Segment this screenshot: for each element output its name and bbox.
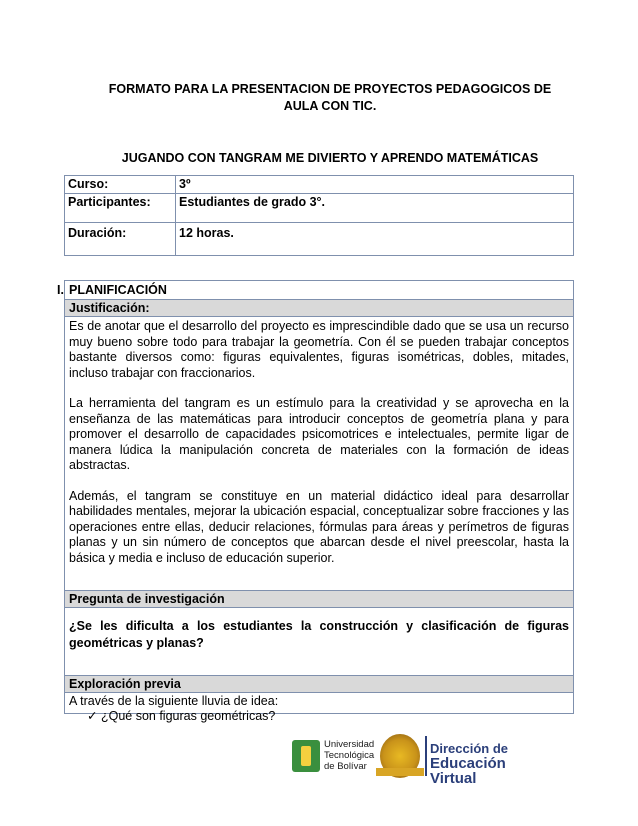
- utb-logo-text: [324, 739, 374, 772]
- exploracion-label: Exploración previa: [65, 675, 573, 693]
- justificacion-label: Justificación:: [65, 299, 573, 317]
- utb-line3: de Bolívar: [324, 761, 367, 772]
- exploracion-item-1: ¿Qué son figuras geométricas?: [100, 709, 276, 723]
- planificacion-heading: PLANIFICACIÓN: [69, 283, 167, 297]
- document-title: [60, 81, 600, 115]
- pregunta-label: Pregunta de investigación: [65, 590, 573, 608]
- logo-divider: [425, 736, 427, 776]
- justificacion-paragraph-2: La herramienta del tangram es un estímulo para la creatividad y se aprovecha en la enseñanza de las matemáticas para introducir conceptos de geometría plana y para promover el desarrollo de capacidades psicomotrices e intelectuales, permite ligar de manera lúdica la manipulación concreta de materiales con la formación de ideas abstractas.: [69, 396, 569, 472]
- utb-line1: Universidad: [324, 739, 375, 750]
- exploracion-intro: A través de la siguiente lluvia de idea:: [69, 694, 279, 708]
- info-row-participantes: [65, 194, 574, 223]
- planificacion-section: [57, 280, 574, 723]
- utb-logo-icon: [292, 740, 320, 772]
- checkmark-icon: ✓: [87, 709, 98, 723]
- participantes-label: Participantes:: [65, 194, 176, 223]
- document-title-line2: AULA CON TIC.: [283, 99, 377, 113]
- document-title-line1: FORMATO PARA LA PRESENTACION DE PROYECTOS PEDAGOGICOS DE: [108, 82, 552, 96]
- info-row-curso: [65, 176, 574, 194]
- section-number: I.: [57, 283, 64, 297]
- justificacion-paragraph-3: Además, el tangram se constituye en un material didáctico ideal para desarrollar habilidades mentales, mejorar la ubicación espacial, conceptualizar sobre fracciones y las operaciones entre ellas, deducir relaciones, fórmulas para áreas y perímetros de figuras planas y un sin número de conceptos que abarcan desde el nivel preescolar, hasta la básica y media e incluso de educación superior.: [69, 488, 569, 565]
- justificacion-paragraph-1: Es de anotar que el desarrollo del proyecto es imprescindible dado que se usa un recurso muy bueno sobre todo para trabajar la geometría. Con él se pueden trabajar conceptos bastante diversos como: figuras equivalentes, figuras isométricas, dobles, mitades, incluso trabajar con fraccionarios.: [69, 319, 569, 380]
- dev-line2: Educación Virtual: [430, 755, 506, 787]
- project-info-table: [64, 175, 574, 256]
- duracion-value: 12 horas.: [176, 223, 574, 256]
- curso-value: 3º: [176, 176, 574, 194]
- direccion-educacion-virtual-logo: [430, 741, 552, 786]
- duracion-label: Duración:: [65, 223, 176, 256]
- dev-line1: Dirección de: [430, 741, 509, 756]
- seal-ribbon-icon: [376, 768, 424, 776]
- project-title: JUGANDO CON TANGRAM ME DIVIERTO Y APRENDO MATEMÁTICAS: [121, 151, 539, 165]
- list-item: [65, 709, 573, 724]
- curso-label: Curso:: [65, 176, 176, 194]
- participantes-value: Estudiantes de grado 3°.: [176, 194, 574, 223]
- pregunta-text: ¿Se les dificulta a los estudiantes la construcción y clasificación de figuras geométricas y planas?: [69, 619, 569, 650]
- footer-logos: [292, 734, 552, 787]
- utb-line2: Tecnológica: [324, 750, 375, 761]
- info-row-duracion: [65, 223, 574, 256]
